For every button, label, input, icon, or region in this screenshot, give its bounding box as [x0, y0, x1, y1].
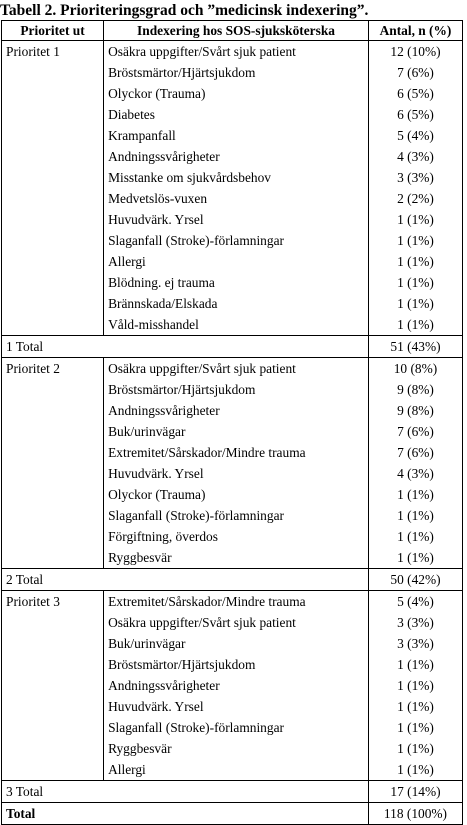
count-cell: 7 (6%): [368, 62, 462, 83]
priority-cell-empty: [2, 251, 104, 272]
group-total-value: 50 (42%): [368, 569, 462, 591]
count-cell: 9 (8%): [368, 400, 462, 421]
indexing-cell: Andningssvårigheter: [104, 146, 369, 167]
indexing-cell: Olyckor (Trauma): [104, 83, 369, 104]
count-cell: 10 (8%): [368, 358, 462, 380]
grand-total-row: [2, 803, 463, 825]
priority-cell-empty: [2, 314, 104, 336]
indexing-cell: Allergi: [104, 251, 369, 272]
count-cell: 1 (1%): [368, 759, 462, 781]
priority-cell-empty: [2, 738, 104, 759]
table-row: [2, 272, 463, 293]
indexing-cell: Våld-misshandel: [104, 314, 369, 336]
header-count: Antal, n (%): [368, 21, 462, 41]
count-cell: 3 (3%): [368, 167, 462, 188]
group-total-row: [2, 336, 463, 358]
priority-cell-empty: [2, 675, 104, 696]
priority-cell-empty: [2, 272, 104, 293]
count-cell: 1 (1%): [368, 696, 462, 717]
group-total-value: 17 (14%): [368, 781, 462, 803]
count-cell: 6 (5%): [368, 104, 462, 125]
count-cell: 3 (3%): [368, 633, 462, 654]
priority-cell-empty: [2, 125, 104, 146]
indexing-cell: Blödning. ej trauma: [104, 272, 369, 293]
count-cell: 1 (1%): [368, 209, 462, 230]
priority-cell-empty: [2, 62, 104, 83]
table-row: [2, 696, 463, 717]
table-row: [2, 484, 463, 505]
grand-total-label: Total: [2, 803, 369, 825]
priority-cell-empty: [2, 442, 104, 463]
indexing-cell: Slaganfall (Stroke)-förlamningar: [104, 717, 369, 738]
table-row: [2, 591, 463, 613]
priority-cell-empty: [2, 421, 104, 442]
table-row: [2, 633, 463, 654]
indexing-cell: Ryggbesvär: [104, 547, 369, 569]
indexing-cell: Krampanfall: [104, 125, 369, 146]
table-row: [2, 41, 463, 63]
table-row: [2, 505, 463, 526]
group-total-label: 3 Total: [2, 781, 369, 803]
priority-cell-empty: [2, 463, 104, 484]
table-row: [2, 526, 463, 547]
count-cell: 1 (1%): [368, 484, 462, 505]
priority-cell-empty: [2, 167, 104, 188]
table-row: [2, 421, 463, 442]
table-row: [2, 463, 463, 484]
indexing-cell: Buk/urinvägar: [104, 421, 369, 442]
table-row: [2, 547, 463, 569]
priority-cell-empty: [2, 379, 104, 400]
table-row: [2, 717, 463, 738]
indexing-cell: Extremitet/Sårskador/Mindre trauma: [104, 442, 369, 463]
count-cell: 1 (1%): [368, 505, 462, 526]
table-row: [2, 442, 463, 463]
count-cell: 4 (3%): [368, 146, 462, 167]
group-total-label: 2 Total: [2, 569, 369, 591]
table-row: [2, 146, 463, 167]
priority-cell-empty: [2, 612, 104, 633]
indexing-cell: Allergi: [104, 759, 369, 781]
indexing-cell: Osäkra uppgifter/Svårt sjuk patient: [104, 358, 369, 380]
priority-cell-empty: [2, 400, 104, 421]
priority-cell-empty: [2, 484, 104, 505]
table-row: [2, 209, 463, 230]
count-cell: 1 (1%): [368, 526, 462, 547]
priority-cell-empty: [2, 505, 104, 526]
indexing-cell: Ryggbesvär: [104, 738, 369, 759]
priority-label: Prioritet 1: [2, 41, 104, 63]
priority-cell-empty: [2, 209, 104, 230]
header-priority: Prioritet ut: [2, 21, 104, 41]
count-cell: 1 (1%): [368, 717, 462, 738]
table-row: [2, 62, 463, 83]
group-total-value: 51 (43%): [368, 336, 462, 358]
priority-cell-empty: [2, 759, 104, 781]
indexing-cell: Huvudvärk. Yrsel: [104, 209, 369, 230]
count-cell: 1 (1%): [368, 293, 462, 314]
indexing-cell: Bröstsmärtor/Hjärtsjukdom: [104, 379, 369, 400]
count-cell: 1 (1%): [368, 654, 462, 675]
count-cell: 5 (4%): [368, 125, 462, 146]
priority-cell-empty: [2, 83, 104, 104]
table-row: [2, 675, 463, 696]
table-row: [2, 251, 463, 272]
table-row: [2, 379, 463, 400]
indexing-cell: Buk/urinvägar: [104, 633, 369, 654]
priority-cell-empty: [2, 230, 104, 251]
count-cell: 7 (6%): [368, 421, 462, 442]
count-cell: 12 (10%): [368, 41, 462, 63]
priority-cell-empty: [2, 146, 104, 167]
header-row: [2, 21, 463, 41]
priority-cell-empty: [2, 696, 104, 717]
table-row: [2, 125, 463, 146]
indexing-cell: Huvudvärk. Yrsel: [104, 696, 369, 717]
count-cell: 1 (1%): [368, 314, 462, 336]
priority-cell-empty: [2, 293, 104, 314]
table-row: [2, 612, 463, 633]
indexing-cell: Huvudvärk. Yrsel: [104, 463, 369, 484]
indexing-cell: Slaganfall (Stroke)-förlamningar: [104, 505, 369, 526]
indexing-cell: Olyckor (Trauma): [104, 484, 369, 505]
priority-cell-empty: [2, 188, 104, 209]
priority-cell-empty: [2, 654, 104, 675]
count-cell: 7 (6%): [368, 442, 462, 463]
table-row: [2, 104, 463, 125]
table-row: [2, 188, 463, 209]
table-row: [2, 759, 463, 781]
group-total-row: [2, 781, 463, 803]
indexing-cell: Förgiftning, överdos: [104, 526, 369, 547]
indexing-cell: Extremitet/Sårskador/Mindre trauma: [104, 591, 369, 613]
priority-cell-empty: [2, 717, 104, 738]
table-row: [2, 400, 463, 421]
table-row: [2, 314, 463, 336]
priority-cell-empty: [2, 547, 104, 569]
table-row: [2, 83, 463, 104]
header-indexing: Indexering hos SOS-sjuksköterska: [104, 21, 369, 41]
priority-cell-empty: [2, 633, 104, 654]
grand-total-value: 118 (100%): [368, 803, 462, 825]
count-cell: 1 (1%): [368, 230, 462, 251]
count-cell: 1 (1%): [368, 738, 462, 759]
group-total-label: 1 Total: [2, 336, 369, 358]
indexing-cell: Bröstsmärtor/Hjärtsjukdom: [104, 62, 369, 83]
table-row: [2, 738, 463, 759]
table-title: Tabell 2. Prioriteringsgrad och ”medicinsk indexering”.: [0, 2, 369, 19]
indexing-cell: Misstanke om sjukvårdsbehov: [104, 167, 369, 188]
indexing-cell: Bröstsmärtor/Hjärtsjukdom: [104, 654, 369, 675]
count-cell: 9 (8%): [368, 379, 462, 400]
table-row: [2, 358, 463, 380]
group-total-row: [2, 569, 463, 591]
count-cell: 1 (1%): [368, 675, 462, 696]
indexing-cell: Medvetslös-vuxen: [104, 188, 369, 209]
indexing-cell: Diabetes: [104, 104, 369, 125]
table-row: [2, 230, 463, 251]
count-cell: 6 (5%): [368, 83, 462, 104]
priority-cell-empty: [2, 104, 104, 125]
priority-label: Prioritet 3: [2, 591, 104, 613]
indexing-cell: Osäkra uppgifter/Svårt sjuk patient: [104, 41, 369, 63]
priority-table: [1, 20, 463, 825]
table-body: [2, 41, 463, 825]
indexing-cell: Slaganfall (Stroke)-förlamningar: [104, 230, 369, 251]
count-cell: 3 (3%): [368, 612, 462, 633]
table-row: [2, 167, 463, 188]
count-cell: 1 (1%): [368, 547, 462, 569]
indexing-cell: Andningssvårigheter: [104, 400, 369, 421]
count-cell: 5 (4%): [368, 591, 462, 613]
indexing-cell: Osäkra uppgifter/Svårt sjuk patient: [104, 612, 369, 633]
priority-cell-empty: [2, 526, 104, 547]
indexing-cell: Andningssvårigheter: [104, 675, 369, 696]
table-row: [2, 293, 463, 314]
indexing-cell: Brännskada/Elskada: [104, 293, 369, 314]
count-cell: 1 (1%): [368, 272, 462, 293]
count-cell: 4 (3%): [368, 463, 462, 484]
table-row: [2, 654, 463, 675]
priority-label: Prioritet 2: [2, 358, 104, 380]
count-cell: 1 (1%): [368, 251, 462, 272]
count-cell: 2 (2%): [368, 188, 462, 209]
